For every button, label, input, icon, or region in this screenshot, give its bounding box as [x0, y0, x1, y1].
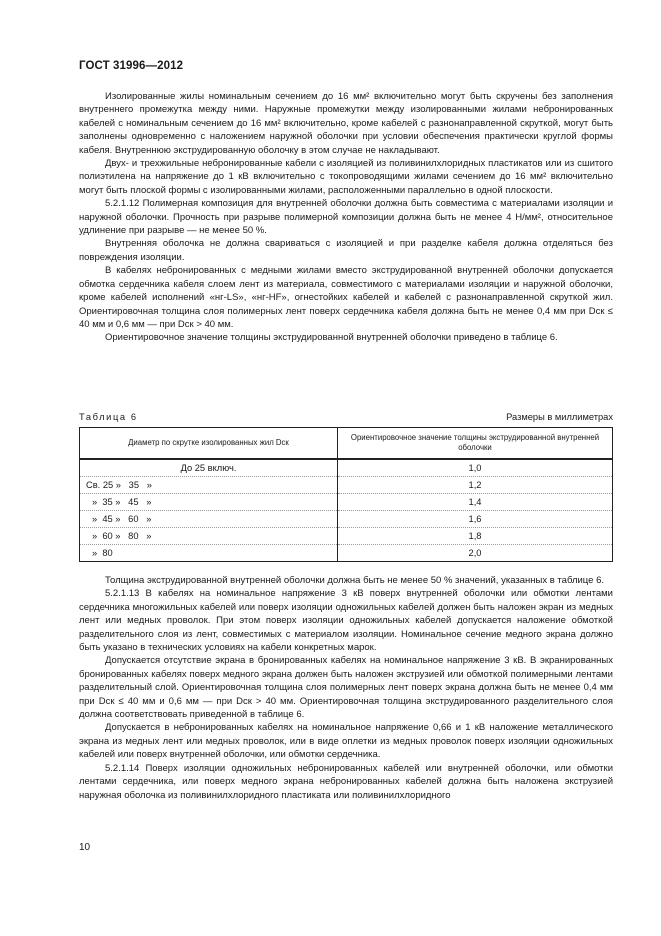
- table-row: [80, 459, 613, 477]
- diameter-cell: » 45 » 60 »: [80, 511, 338, 528]
- table-caption-row: [79, 411, 613, 423]
- paragraph: Допускается отсутствие экрана в бронированных кабелях на номинальное напряжение 3 кВ. В экранированных бронированных кабелях поверх медного экрана должен быть наложен экструзией или обмоткой полимерными лентами разделительный слой. Ориентировочная толщина слоя полимерных лент поверх экрана должна быть не менее 0,4 мм при Dск ≤ 40 мм и 0,6 мм — при Dск > 40 мм. Ориентировочная толщина экструдированного разделительного слоя должна соответствовать приведенной в таблице 6.: [79, 655, 613, 721]
- column-header-thickness: Ориентировочное значение толщины экструдированной внутренней оболочки: [338, 428, 613, 460]
- diameter-cell: До 25 включ.: [80, 459, 338, 477]
- paragraph: Толщина экструдированной внутренней оболочки должна быть не менее 50 % значений, указанных в таблице 6.: [105, 575, 604, 586]
- table-units: Размеры в миллиметрах: [506, 412, 613, 422]
- thickness-cell: 2,0: [338, 545, 613, 562]
- page-number: 10: [79, 842, 91, 853]
- document-header: ГОСТ 31996—2012: [79, 60, 184, 72]
- paragraph: Изолированные жилы номинальным сечением до 16 мм² включительно могут быть скручены без заполнения внутреннего промежутка между ними. Наружные промежутки между изолированными жилами небронированных кабелей с номинальным сечением до 16 мм² включительно, кроме кабелей с разнонаправленной скруткой, могут быть заполнены одновременно с наложением наружной оболочки при условии обеспечения практически круглой формы кабеля. Внутреннюю экструдированную оболочку в этом случае не накладывают.: [79, 91, 613, 156]
- paragraph: Двух- и трехжильные небронированные кабели с изоляцией из поливинилхлоридных пластикатов или из сшитого полиэтилена на напряжение до 1 кВ включительно с токопроводящими жилами сечением до 16 мм² включительно могут быть плоской формы с изолированными жилами, расположенными параллельно в одной плоскости.: [79, 158, 613, 196]
- text-block-bottom: [79, 574, 613, 802]
- text-block-top: [79, 90, 613, 345]
- paragraph: В кабелях небронированных с медными жилами вместо экструдированной внутренней оболочки допускается обмотка сердечника кабеля слоем лент из материала, совместимого с материалами изоляции и наружной оболочки, кроме кабелей исполнений «нг-LS», «нг-HF», огнестойких кабелей и кабелей с разнонаправленной скруткой жил. Ориентировочная толщина слоя полимерных лент поверх сердечника кабеля должна быть не менее 0,4 мм при Dск ≤ 40 мм и 0,6 мм — при Dск > 40 мм.: [79, 265, 613, 330]
- paragraph: Допускается в небронированных кабелях на номинальное напряжение 0,66 и 1 кВ наложение металлического экрана из медных лент или медных проволок, или в виде оплетки из медных проволок поверх изоляции одножильных кабелей или поверх внутренней оболочки, или обмотки сердечника.: [79, 722, 613, 761]
- paragraph: 5.2.1.14 Поверх изоляции одножильных небронированных кабелей или внутренней оболочки, или обмотки лентами сердечника, или поверх медного экрана небронированных кабелей должна быть наложена экструзией наружная оболочка из поливинилхлоридного пластиката или поливинилхлоридного: [79, 762, 613, 801]
- table-row: [80, 494, 613, 511]
- diameter-cell: Св. 25 » 35 »: [80, 477, 338, 494]
- table-row: [80, 511, 613, 528]
- paragraph: 5.2.1.13 В кабелях на номинальное напряжение 3 кВ поверх внутренней оболочки или обмотки лентами сердечника многожильных кабелей или поверх изоляции одножильных кабелей должен быть наложен экран из медных лент или медных проволок. При этом поверх изоляции одножильных кабелей допускается наложение обмоткой разделительного слоя из лент, совместимых с материалом изоляции. Номинальное сечение медного экрана должно быть указано в технических условиях на кабели конкретных марок.: [79, 588, 613, 654]
- table-6: [79, 427, 613, 562]
- diameter-cell: » 35 » 45 »: [80, 494, 338, 511]
- table-row: [80, 528, 613, 545]
- paragraph: 5.2.1.12 Полимерная композиция для внутренней оболочки должна быть совместима с материалами изоляции и наружной оболочки. Прочность при разрыве полимерной композиции должна быть не менее 4 Н/мм², относительное удлинение при разрыве — не менее 50 %.: [79, 198, 613, 237]
- paragraph: Ориентировочное значение толщины экструдированной внутренней оболочки приведено в таблице 6.: [105, 332, 558, 344]
- table-row: [80, 477, 613, 494]
- table-row: [80, 545, 613, 562]
- thickness-cell: 1,0: [338, 459, 613, 477]
- diameter-cell: » 60 » 80 »: [80, 528, 338, 545]
- diameter-cell: » 80: [80, 545, 338, 562]
- column-header-diameter: Диаметр по скрутке изолированных жил Dск: [80, 428, 338, 460]
- thickness-cell: 1,8: [338, 528, 613, 545]
- thickness-cell: 1,6: [338, 511, 613, 528]
- paragraph: Внутренняя оболочка не должна свариваться с изоляцией и при разделке кабеля должна отделяться без повреждения изоляции.: [79, 238, 613, 263]
- table-title: Таблица 6: [79, 412, 138, 422]
- thickness-cell: 1,4: [338, 494, 613, 511]
- thickness-cell: 1,2: [338, 477, 613, 494]
